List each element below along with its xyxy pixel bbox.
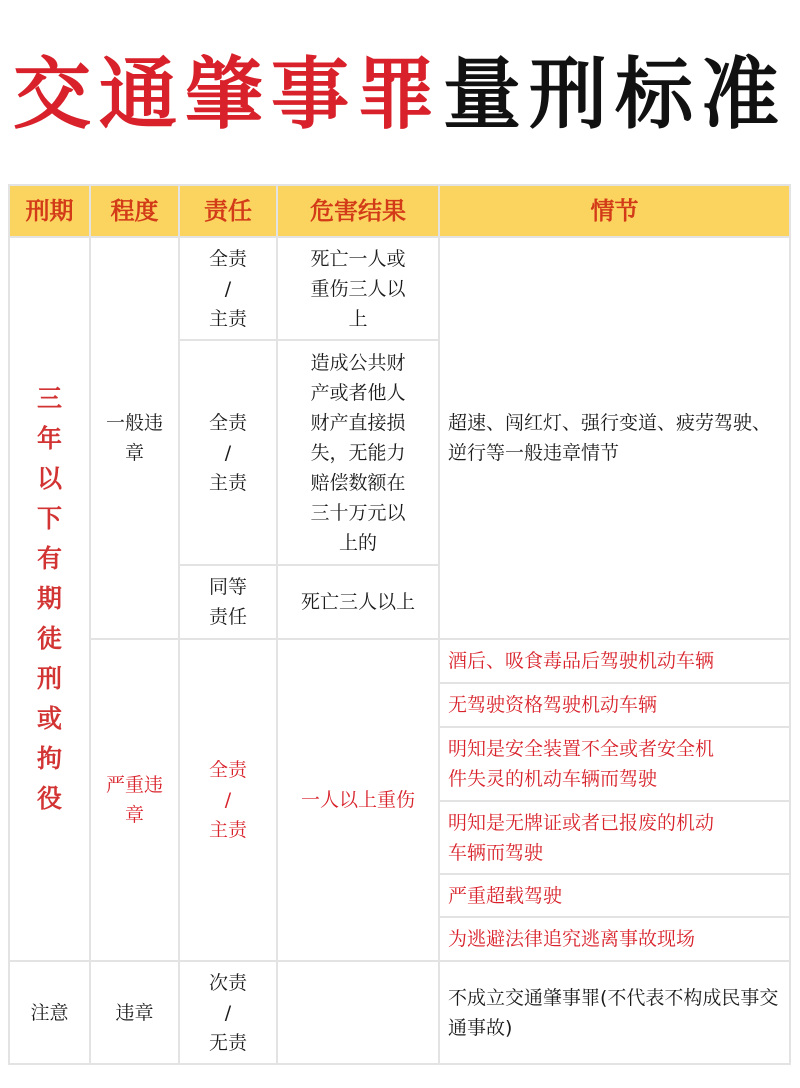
harm-serious: 一人以上重伤 xyxy=(277,639,439,961)
circumstance-general: 超速、闯红灯、强行变道、疲劳驾驶、逆行等一般违章情节 xyxy=(439,237,790,639)
table-header-row xyxy=(9,185,790,237)
note-term: 注意 xyxy=(9,961,90,1064)
circumstance-item: 无驾驶资格驾驶机动车辆 xyxy=(439,683,790,727)
title-black: 量刑标准 xyxy=(443,49,788,140)
note-harm xyxy=(277,961,439,1064)
page-title xyxy=(0,40,800,150)
duty-cell: 全责 / 主责 xyxy=(179,237,277,340)
duty-cell: 全责 / 主责 xyxy=(179,340,277,565)
table-row xyxy=(9,639,790,683)
sentencing-table xyxy=(8,184,791,1065)
circumstance-item: 酒后、吸食毒品后驾驶机动车辆 xyxy=(439,639,790,683)
duty-cell: 同等 责任 xyxy=(179,565,277,639)
note-duty: 次责 / 无责 xyxy=(179,961,277,1064)
header-degree: 程度 xyxy=(90,185,179,237)
degree-general: 一般违章 xyxy=(90,237,179,639)
note-row xyxy=(9,961,790,1064)
table-row xyxy=(9,237,790,340)
header-circumstance: 情节 xyxy=(439,185,790,237)
header-harm: 危害结果 xyxy=(277,185,439,237)
header-duty: 责任 xyxy=(179,185,277,237)
term-cell: 三 年 以 下 有 期 徒 刑 或 拘 役 xyxy=(9,237,90,961)
circumstance-item: 明知是安全装置不全或者安全机件失灵的机动车辆而驾驶 xyxy=(439,727,790,801)
circumstance-item: 为逃避法律追究逃离事故现场 xyxy=(439,917,790,961)
header-term: 刑期 xyxy=(9,185,90,237)
harm-cell: 造成公共财产或者他人财产直接损失，无能力赔偿数额在三十万元以上的 xyxy=(277,340,439,565)
circumstance-item: 严重超载驾驶 xyxy=(439,874,790,917)
circumstance-item: 明知是无牌证或者已报废的机动车辆而驾驶 xyxy=(439,801,790,874)
duty-serious: 全责 / 主责 xyxy=(179,639,277,961)
degree-serious: 严重违章 xyxy=(90,639,179,961)
harm-cell: 死亡三人以上 xyxy=(277,565,439,639)
note-degree: 违章 xyxy=(90,961,179,1064)
title-red: 交通肇事罪 xyxy=(12,49,443,140)
note-circumstance: 不成立交通肇事罪(不代表不构成民事交通事故) xyxy=(439,961,790,1064)
harm-cell: 死亡一人或重伤三人以上 xyxy=(277,237,439,340)
